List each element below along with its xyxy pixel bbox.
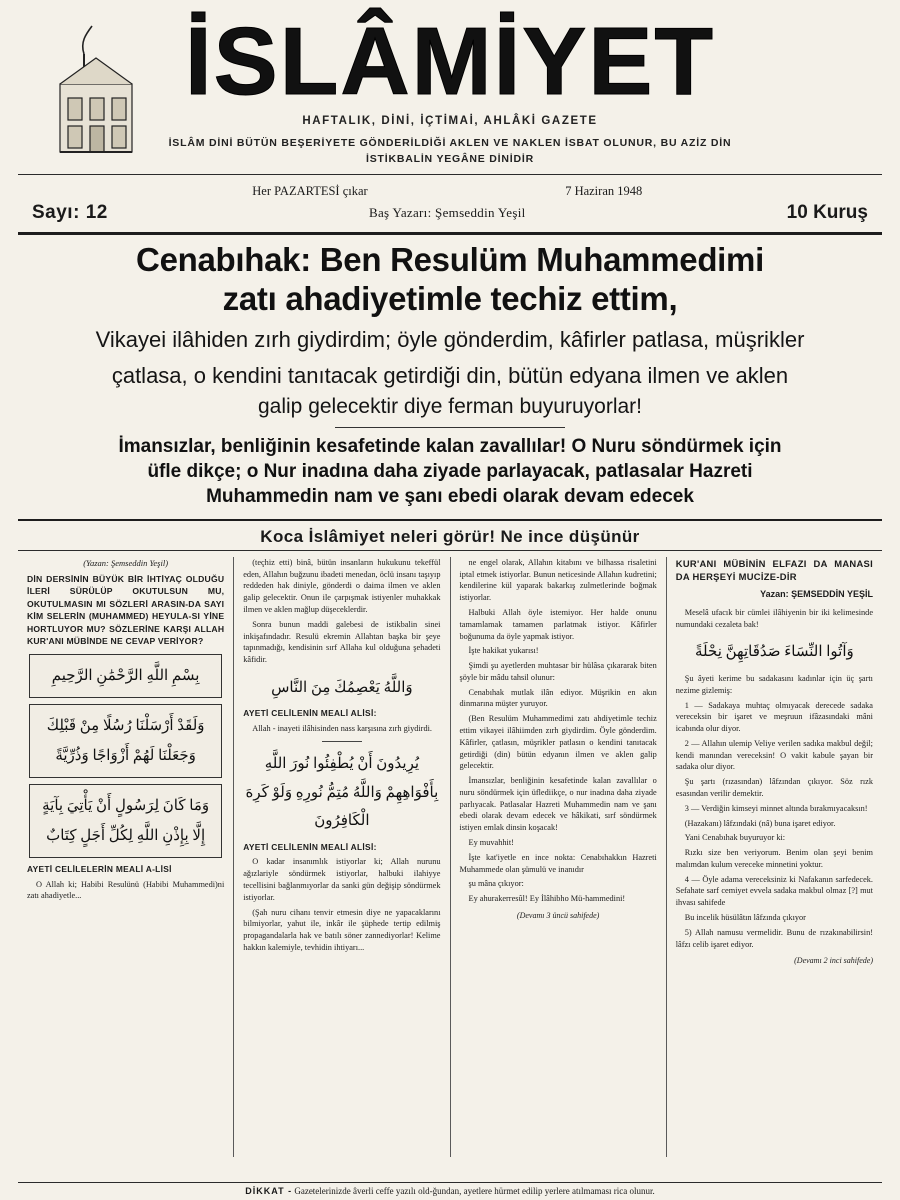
- masthead-subtitle: HAFTALIK, DİNİ, İÇTİMAİ, AHLÂKİ GAZETE: [302, 114, 598, 127]
- column-2-para-2: Sonra bunun maddi galebesi de istikbalin sinei inkişafındadır. Resulü ekremin Allahtan başka bir şeye tapınmadığı, kendisinin sırf Allaha kul olduğuna şehadeti kâfidir.: [243, 619, 441, 665]
- issue-editor: Baş Yazarı: Şemseddin Yeşil: [368, 205, 526, 221]
- column-2-para-4: O kadar insanımlık istiyorlar ki; Allah nurunu ağızlariyle söndürmek istiyorlar, halbuki ilahiyye tecellisini bağlanmıyorlar da sanki gün değişip söndürmek istiyorlar.: [243, 857, 441, 902]
- column-4: [666, 557, 882, 1157]
- headline-line-5: galip gelecektir diye ferman buyuruyorlar!: [257, 394, 643, 418]
- headline-line-3: Vikayei ilâhiden zırh giydirdim; öyle gönderdim, kâfirler patlasa, müşrikler: [95, 327, 805, 353]
- headline-separator: [335, 427, 565, 428]
- column-4-continuation: (Devamı 2 inci sahifede): [794, 956, 873, 966]
- issue-schedule: Her PAZARTESİ çıkar: [252, 184, 368, 198]
- divider-top: [18, 174, 882, 175]
- headline-kicker-2: üfle dikçe; o Nur inadına daha ziyade parlayacak, patlasalar Hazreti: [147, 460, 753, 482]
- arabic-verse-1: بِسْمِ اللَّهِ الرَّحْمَٰنِ الرَّحِيمِ: [29, 654, 222, 698]
- column-3-para-3: İşte hakikat yukarısı!: [468, 646, 539, 656]
- issue-number: Sayı: 12: [32, 202, 108, 224]
- headline-block: [18, 241, 882, 508]
- column-3-para-1: ne engel olarak, Allahın kitabını ve bilhassa risaletini iptal etmek istiyorlar. Bunun neticesinde Allahın kudretini; kendilerine kül yaparak bakarkış zulmetlerinde boğmak istiyorlar.: [459, 557, 657, 603]
- column-1: [18, 557, 233, 1157]
- divider-columns-top: [18, 550, 882, 551]
- masthead-claim-line-2: İSTİKBALİN YEGÂNE DİNİDİR: [366, 152, 534, 165]
- column-3-para-4: Şimdi şu ayetlerden muhtasar bir hülâsa çıkararak biten şöyle bir mâdu tahsil olunur:: [459, 661, 657, 682]
- column-3-para-5: Cenabıhak mutlak ilân ediyor. Müşrikin en akın dinmarına müşter yuruyor.: [459, 687, 657, 709]
- column-2-subhead-2: AYETİ CELİLENİN MEALİ ALİSİ:: [243, 841, 377, 852]
- column-3-para-2: Halbuki Allah öyle istemiyor. Her halde onunu tamamlamak tamamen parlatmak istiyor. Kâfirler boğunuma da öyle yapmak istiyor.: [459, 607, 657, 641]
- arabic-verse-4: وَاللَّهُ يَعْصِمُكَ مِنَ النَّاسِ: [271, 679, 413, 696]
- mosque-minaret-icon: [40, 24, 160, 164]
- column-4-para-9: Rızkı size ben veriyorum. Benim olan şeyi benim malımdan kulum vereceke minnetini yoktur.: [675, 848, 873, 869]
- issue-date: 7 Haziran 1948: [565, 184, 643, 198]
- issue-bar: [18, 179, 882, 228]
- column-4-para-12: 5) Allah namusu vermelidir. Bunu de rızakınabilirsin! lâfzı celib işaret ediyor.: [675, 927, 873, 949]
- column-4-para-10: 4 — Öyle adama vereceksiniz ki Nafakanın sarfedecek. Sefahate sarf cemiyet evvela sadaka makbul olmaz [?] mut ihvası sahifede: [675, 874, 873, 908]
- column-3-para-9: İşte kat'iyetle en ince nokta: Cenabıhakkın Hazreti Muhammede olan şümulü ve inanıdır: [459, 852, 657, 874]
- headline-kicker-3: Muhammedin nam ve şanı ebedi olarak devam edecek: [206, 485, 694, 507]
- page-title: İSLÂMİYET: [184, 8, 715, 115]
- headline-kicker-1: İmansızlar, benliğinin kesafetinde kalan zavallılar! O Nuru söndürmek için: [118, 435, 782, 457]
- column-4-para-4: 2 — Allahın ulemip Veliye verilen sadıka makbul değil; kendi manından vereceksin! O vakit kabule şayan bir sadaka olur diyor.: [675, 738, 873, 772]
- column-3-continuation: (Devamı 3 üncü sahifede): [516, 910, 600, 920]
- footer-notice: [18, 1182, 882, 1196]
- column-3-para-8: Ey muvahhit!: [468, 838, 514, 848]
- column-2-para-5: (Şah nuru cihanı tenvir etmesin diye ne yapacaklarını bilmiyorlar, yahut ile, inkâr ile şüphede tertip edilmiş propagandalarla hak ve batılı söner zannediyorlar! Kelime hakkın kalemiyle, tevhidin ihtiyarı...: [243, 907, 441, 952]
- footer-text: Gazetelerinizde âverli ceffe yazılı old-ğundan, ayetlere hürmet edilip yerlere atılmaması rica olunur.: [294, 1186, 655, 1196]
- column-2-subhead-1: AYETİ CELİLENİN MEALİ ALİSİ:: [243, 708, 377, 719]
- column-4-para-7: (Hazakanı) lâfzındaki (nâ) buna işaret ediyor.: [684, 818, 836, 828]
- column-1-byline: (Yazan: Şemseddin Yeşil): [83, 557, 169, 568]
- column-3-para-7: İmansızlar, benliğinin kesafetinde kalan zavallılar o nuru söndürmek için üflediikçe, o nur inadına daha ziyade parlıyacak. Patlasalar Hazreti Muhammedin nam ve şanı ebedi olarak devam edecek ve hâkikati, sırf söndürmek istiyen emlak dinsin koşacak!: [459, 776, 657, 833]
- headline-line-2: zatı ahadiyetimle techiz ettim,: [222, 280, 678, 318]
- column-2-mini-separator: [322, 741, 362, 742]
- column-4-para-6: 3 — Verdiğin kimseyi minnet altında bırakmıyacaksın!: [684, 803, 868, 813]
- headline-line-1: Cenabıhak: Ben Resulüm Muhammedimi: [136, 241, 764, 279]
- column-2-para-3: Allah - inayeti ilâhisinden nass karşısına zırh giydirdi.: [252, 724, 432, 734]
- column-1-lead: DİN DERSİNİN BÜYÜK BİR İHTİYAÇ OLDUĞU İLERİ SÜRÜLÜP OKUTULSUN MU, OKUTULMASIN MI SÖZLERİ ARASIN-DA SAYI KİM SELERİN (MUHAMMED) HEYULA-SI YİNE HORTLUYOR MU? SÖZLERİNE KARŞI ALLAH KUR'ANI MÜBİNDE NE CEVAP VERİYOR?: [27, 573, 225, 647]
- column-4-para-5: Şu şartı (rızasından) lâfzından çıkıyor. Söz rızk esasından verilir demektir.: [675, 777, 873, 798]
- footer-label: DİKKAT -: [245, 1186, 293, 1196]
- column-4-heading: KUR'ANI MÜBİNİN ELFAZI DA MANASI DA HERŞEYİ MUCİZE-DİR: [675, 557, 873, 582]
- masthead-claim-line-1: İSLÂM DİNİ BÜTÜN BEŞERİYETE GÖNDERİLDİĞİ AKLEN VE NAKLEN İSBAT OLUNUR, BU AZİZ DİN: [168, 136, 732, 149]
- column-4-byline: Yazan: ŞEMSEDDİN YEŞİL: [760, 589, 873, 600]
- column-3-para-6: (Ben Resulüm Muhammedimi zatı ahdiyetimle techiz ettim vikayei ilâhiimden zırh giydirdim. Öyle gönderdim. Kâfirler, çatlasın, müşrikler patlasın o kendini tanıtacak getirdiği (din) bütün edyanın ilmen ve aklen galip gelecektir.: [459, 714, 657, 771]
- column-3-para-10: şu mâna çıkıyor:: [468, 879, 524, 889]
- column-1-closing: O Allah ki; Habibi Resulünü (Habibi Muhammedi)ni zatı ahadiyetle...: [27, 879, 225, 901]
- column-4-para-11: Bu incelik hüsülâtın lâfzında çıkıyor: [684, 913, 806, 923]
- divider-headline-top: [18, 232, 882, 235]
- column-2-para-1: (teçhiz etti) binâ, bütün insanların hukukunu tekeffül eden, Allahın buğzunu ibadeti menedan, öclü insanı taşıyıp reddeden hak diniyle, gönderdi o daima ilmen ve aklen galip gelecektir. Onun ile çarpışmak istiyenler muhakkak ilmen ve aklen mağlup düşeceklerdir.: [243, 557, 441, 614]
- arabic-verse-5: يُرِيدُونَ أَنْ يُطْفِئُوا نُورَ اللَّهِ بِأَفْوَاهِهِمْ وَاللَّهُ مُتِمُّ نُورِهِ وَلَوْ كَرِهَ الْكَافِرُونَ: [245, 756, 439, 830]
- arabic-verse-2: وَلَقَدْ أَرْسَلْنَا رُسُلًا مِنْ قَبْلِكَ وَجَعَلْنَا لَهُمْ أَزْوَاجًا وَذُرِّيَّةً: [29, 704, 222, 778]
- masthead: [18, 6, 882, 166]
- arabic-verse-3: وَمَا كَانَ لِرَسُولٍ أَنْ يَأْتِيَ بِآيَةٍ إِلَّا بِإِذْنِ اللَّهِ لِكُلِّ أَجَلٍ كِتَابٌ: [29, 784, 222, 858]
- column-3-para-11: Ey ahurakerresûl! Ey İlâhibho Mü-hammedini!: [468, 894, 626, 904]
- issue-price: 10 Kuruş: [786, 202, 868, 224]
- column-4-para-2: Şu âyeti kerime bu sadakasını kadınlar için üç şartı nezime gizlemiş:: [675, 673, 873, 695]
- section-title: Koca İslâmiyet neleri görür! Ne ince düşünür: [260, 526, 640, 546]
- divider-headline-bottom: [18, 519, 882, 521]
- headline-line-4: çatlasa, o kendini tanıtacak getirdiği din, bütün edyana ilmen ve aklen: [111, 362, 789, 388]
- column-2: [233, 557, 449, 1157]
- column-4-para-8: Yani Cenabıhak buyuruyor ki:: [684, 833, 786, 843]
- column-1-subhead: AYETİ CELİLELERİN MEALİ A-LİSİ: [27, 863, 172, 874]
- article-columns: [18, 557, 882, 1157]
- arabic-verse-6: وَآتُوا النِّسَاءَ صَدُقَاتِهِنَّ نِحْلَةً: [695, 644, 854, 661]
- column-4-para-1: Meselâ ufacık bir cümlei ilâhiyenin bir iki kelimesinde numundaki cezaleta bak!: [675, 607, 873, 629]
- column-3: [450, 557, 666, 1157]
- column-4-para-3: 1 — Sadakaya muhtaç olmıyacak derecede sadaka vereceksin bir işaret ve meşruun ifâzasındaki mâni icabında olur diyor.: [675, 700, 873, 734]
